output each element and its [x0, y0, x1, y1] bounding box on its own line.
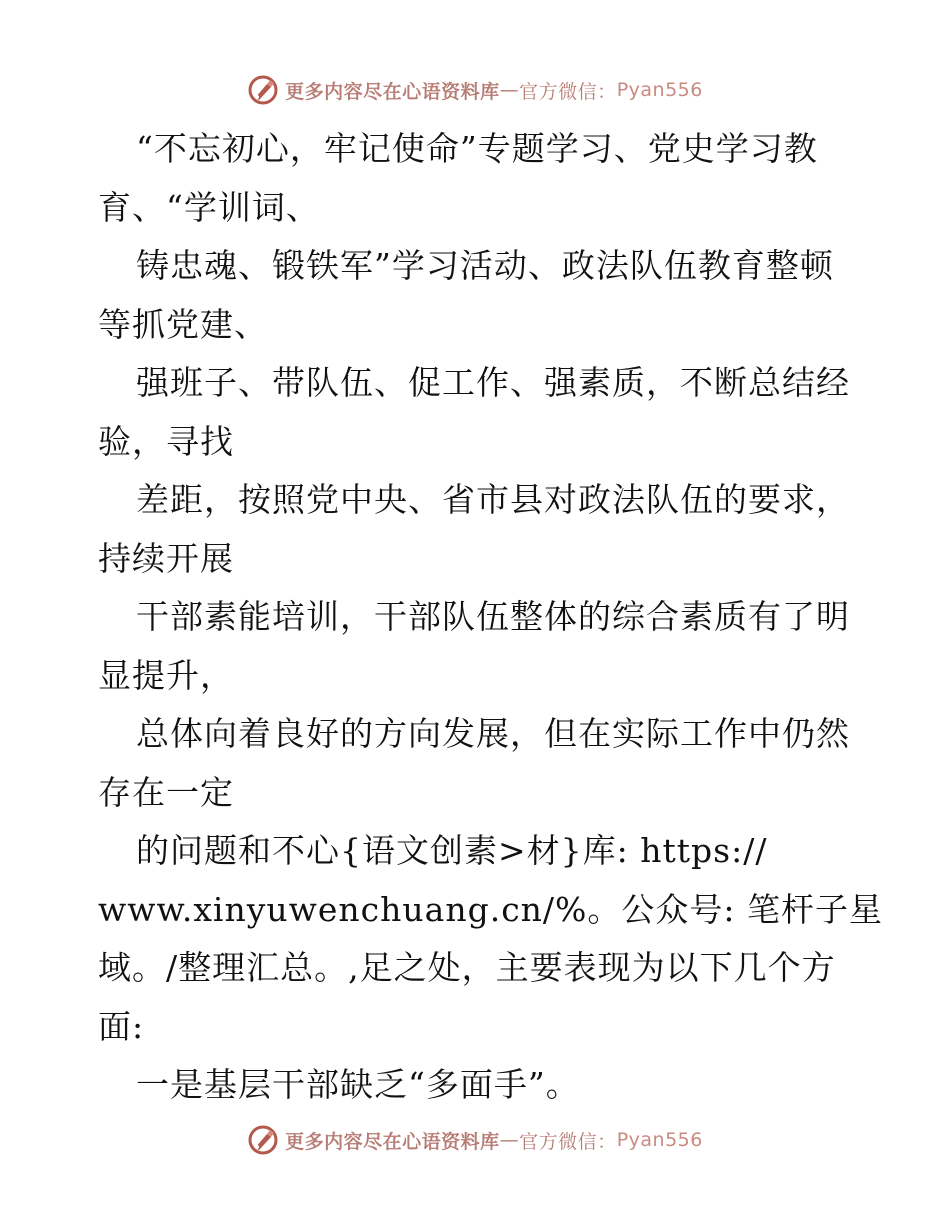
body-line: 的问题和不心{语文创素>材}库: https:// — [136, 831, 768, 870]
body-line: 存在一定 — [98, 772, 234, 812]
document-body — [98, 120, 884, 1115]
header-banner — [0, 70, 950, 110]
footer-wechat-id: Pyan556 — [616, 1129, 703, 1151]
body-line: 一是基层干部缺乏“多面手”。 — [136, 1065, 580, 1104]
pen-logo-icon — [247, 74, 279, 106]
body-line: 域。/整理汇总。,足之处，主要表现为以下几个方 — [98, 948, 836, 987]
body-line: www.xinyuwenchuang.cn/%。公众号: 笔杆子星 — [98, 889, 884, 929]
body-line: 干部素能培训，干部队伍整体的综合素质有了明 — [136, 597, 850, 636]
header-separator: — — [499, 79, 520, 101]
body-line: 等抓党建、 — [98, 304, 268, 344]
body-line: 持续开展 — [98, 538, 234, 578]
body-line: 显提升， — [98, 655, 234, 695]
body-line: “不忘初心，牢记使命”专题学习、党史学习教 — [136, 129, 818, 168]
header-wechat-label: 官方微信： — [519, 80, 617, 103]
footer-separator: — — [499, 1129, 520, 1151]
body-line: 铸忠魂、锻铁军”学习活动、政法队伍教育整顿 — [136, 246, 834, 285]
body-line: 面: — [98, 1006, 145, 1046]
footer-banner — [0, 1120, 950, 1160]
footer-main-text: 更多内容尽在心语资料库 — [285, 1130, 500, 1153]
body-line: 验，寻找 — [98, 421, 234, 461]
pen-logo-icon — [247, 1124, 279, 1156]
body-line: 总体向着良好的方向发展，但在实际工作中仍然 — [136, 714, 850, 753]
header-main-text: 更多内容尽在心语资料库 — [285, 80, 500, 103]
body-line: 差距，按照党中央、省市县对政法队伍的要求， — [136, 480, 850, 519]
header-wechat-id: Pyan556 — [616, 79, 703, 101]
body-line: 强班子、带队伍、促工作、强素质，不断总结经 — [136, 363, 850, 402]
footer-wechat-label: 官方微信： — [519, 1130, 617, 1153]
body-line: 育、“学训词、 — [98, 187, 320, 227]
